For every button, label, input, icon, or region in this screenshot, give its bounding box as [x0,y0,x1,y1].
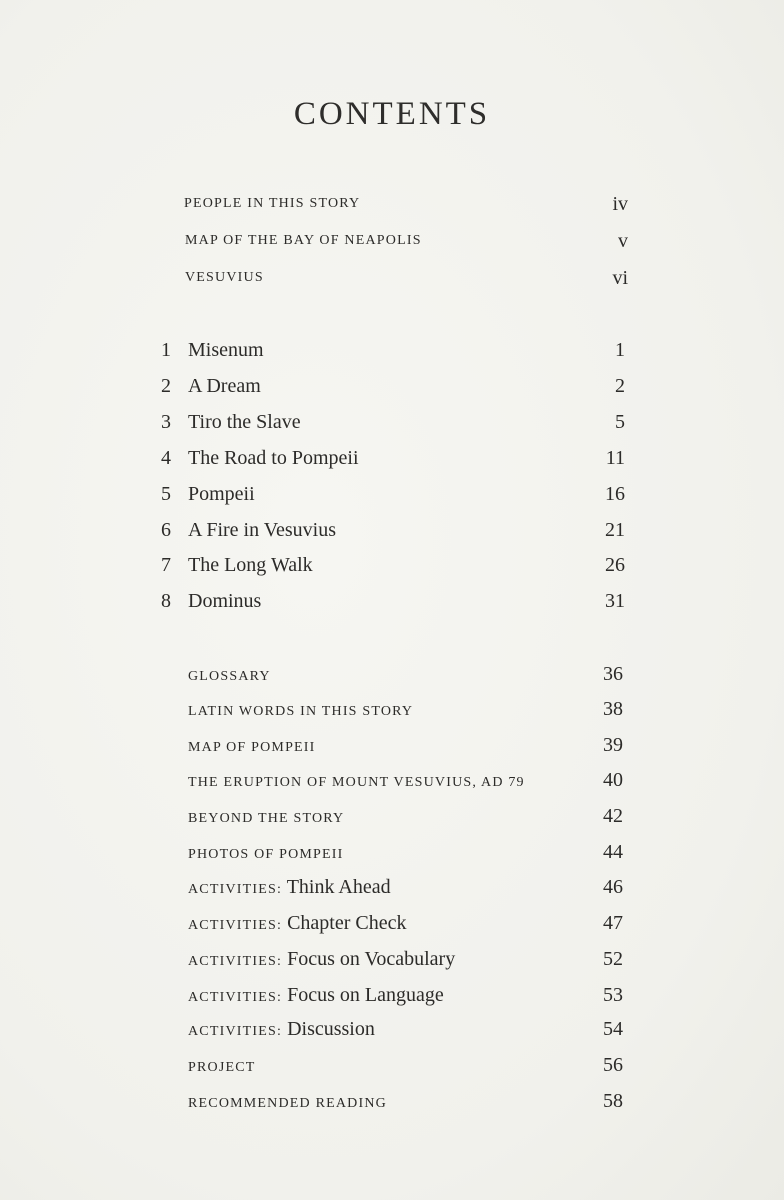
entry-label [188,694,413,727]
entry-label [188,1086,387,1119]
entry-label-caps: MAP OF POMPEII [188,740,316,755]
entry-page-number: 21 [605,519,625,541]
entry-label [188,908,406,941]
entry-label [188,1014,375,1047]
chapter-entry[interactable] [0,586,784,616]
chapter-entry[interactable] [0,335,784,365]
back-matter-entry[interactable] [0,872,784,902]
chapter-number: 8 [161,590,171,612]
chapter-number: 6 [161,519,171,541]
chapter-number: 7 [161,554,171,576]
chapter-title: Misenum [188,339,264,361]
entry-page-number: 5 [615,411,625,433]
back-matter-entry[interactable] [0,730,784,760]
entry-label-caps: ACTIVITIES: [188,882,283,897]
entry-page-number: 42 [603,805,623,827]
entry-page-number: 46 [603,876,623,898]
entry-page-number: 47 [603,912,623,934]
front-matter-entry[interactable] [0,263,784,293]
chapter-number: 1 [161,339,171,361]
back-matter-entry[interactable] [0,837,784,867]
entry-label-caps: RECOMMENDED READING [188,1096,387,1111]
entry-label-caps: BEYOND THE STORY [188,811,345,826]
entry-label [188,730,316,763]
back-matter-entry[interactable] [0,908,784,938]
entry-label-text: Focus on Language [282,984,444,1006]
chapter-entry[interactable] [0,550,784,580]
chapter-entry[interactable] [0,479,784,509]
chapter-title: The Road to Pompeii [188,447,359,469]
entry-label-text: Focus on Vocabulary [282,948,456,970]
entry-label-caps: PROJECT [188,1060,256,1075]
front-matter-entry[interactable] [0,189,784,219]
entry-label-text: Discussion [282,1018,375,1040]
entry-page-number: iv [612,193,628,215]
entry-page-number: 53 [603,984,623,1006]
entry-label-caps: ACTIVITIES: [188,954,283,969]
entry-page-number: 44 [603,841,623,863]
entry-page-number: 52 [603,948,623,970]
back-matter-entry[interactable] [0,765,784,795]
entry-page-number: 1 [615,339,625,361]
entry-page-number: 36 [603,663,623,685]
entry-label-caps: LATIN WORDS IN THIS STORY [188,704,414,719]
chapter-title: Dominus [188,590,262,612]
entry-label: MAP OF THE BAY OF NEAPOLIS [185,233,422,248]
entry-page-number: 54 [603,1018,623,1040]
back-matter-entry[interactable] [0,980,784,1010]
entry-label-caps: ACTIVITIES: [188,990,283,1005]
chapter-number: 2 [161,375,171,397]
entry-page-number: 58 [603,1090,623,1112]
entry-label [188,765,525,798]
back-matter-entry[interactable] [0,1050,784,1080]
entry-page-number: 11 [605,447,625,469]
chapter-title: Pompeii [188,483,255,505]
chapter-number: 5 [161,483,171,505]
chapter-entry[interactable] [0,371,784,401]
entry-label-text: Think Ahead [282,876,391,898]
entry-page-number: v [618,230,628,252]
entry-page-number: 2 [615,375,625,397]
back-matter-entry[interactable] [0,659,784,689]
entry-page-number: 26 [605,554,625,576]
entry-label-caps: PHOTOS OF POMPEII [188,847,344,862]
entry-label: VESUVIUS [185,270,264,285]
entry-label-caps: ACTIVITIES: [188,1024,283,1039]
entry-label-caps: ACTIVITIES: [188,918,283,933]
entry-label [188,801,344,834]
entry-label-text: Chapter Check [282,912,407,934]
entry-page-number: 39 [603,734,623,756]
chapter-entry[interactable] [0,443,784,473]
chapter-entry[interactable] [0,515,784,545]
entry-page-number: 40 [603,769,623,791]
entry-label [188,837,344,870]
back-matter-entry[interactable] [0,694,784,724]
entry-page-number: 31 [605,590,625,612]
entry-label [188,980,444,1013]
entry-page-number: 56 [603,1054,623,1076]
entry-page-number: vi [612,267,628,289]
entry-label [188,872,391,905]
chapter-title: The Long Walk [188,554,313,576]
chapter-title: A Fire in Vesuvius [188,519,336,541]
back-matter-entry[interactable] [0,944,784,974]
entry-label-caps: GLOSSARY [188,669,271,684]
chapter-title: Tiro the Slave [188,411,301,433]
chapter-number: 3 [161,411,171,433]
entry-label [188,944,455,977]
entry-label: PEOPLE IN THIS STORY [184,196,361,211]
chapter-title: A Dream [188,375,261,397]
front-matter-entry[interactable] [0,226,784,256]
entry-label [188,1050,256,1083]
entry-page-number: 38 [603,698,623,720]
back-matter-entry[interactable] [0,1014,784,1044]
entry-page-number: 16 [605,483,625,505]
chapter-entry[interactable] [0,407,784,437]
page-title: CONTENTS [293,96,491,132]
back-matter-entry[interactable] [0,801,784,831]
entry-label [188,659,271,692]
entry-label-caps: THE ERUPTION OF MOUNT VESUVIUS, AD 79 [188,775,525,790]
chapter-number: 4 [161,447,171,469]
back-matter-entry[interactable] [0,1086,784,1116]
